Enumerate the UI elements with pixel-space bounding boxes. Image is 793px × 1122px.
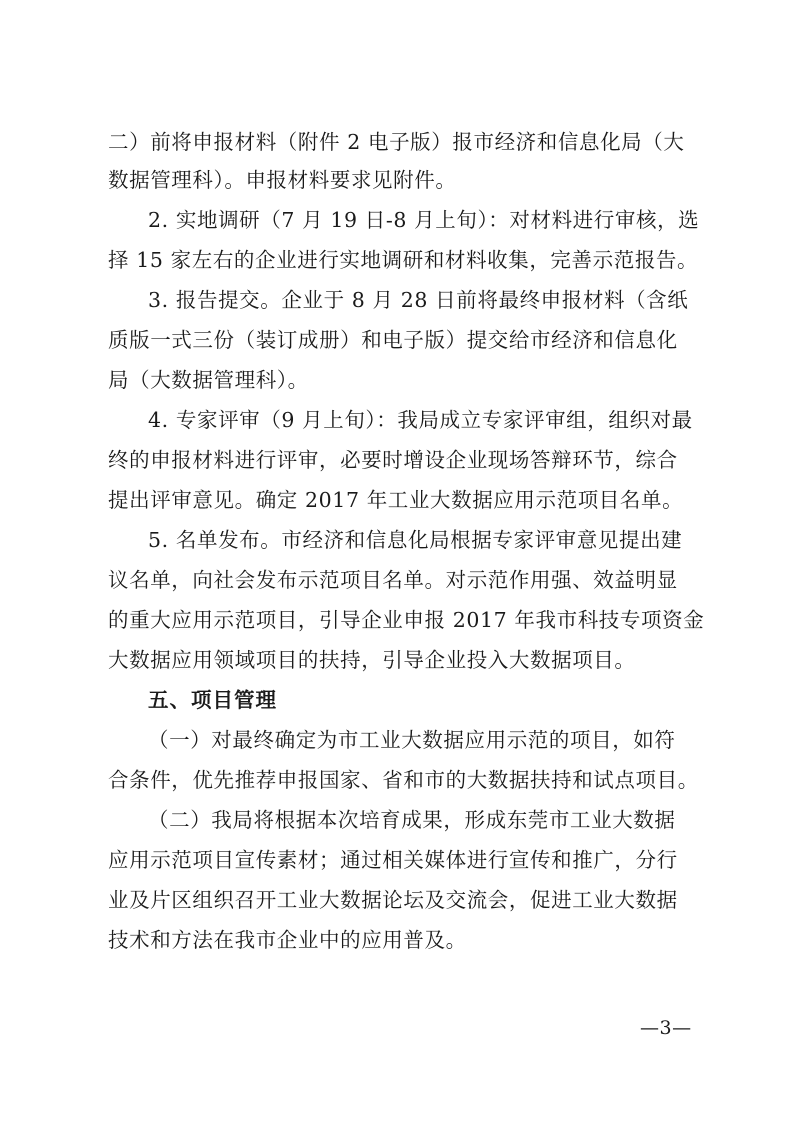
text-line: 二）前将申报材料（附件 2 电子版）报市经济和信息化局（大 <box>108 130 685 154</box>
text-line: 数据管理科）。申报材料要求见附件。 <box>108 168 457 192</box>
text-line: 5. 名单发布。市经济和信息化局根据专家评审意见提出建 <box>148 528 683 552</box>
text-line: 局（大数据管理科）。 <box>108 368 309 392</box>
text-line: 4. 专家评审（9 月上旬）：我局成立专家评审组，组织对最 <box>148 408 693 432</box>
text-line: （一）对最终确定为市工业大数据应用示范的项目，如符 <box>148 728 676 752</box>
text-line: 议名单，向社会发布示范项目名单。对示范作用强、效益明显 <box>108 568 678 592</box>
text-line: 业及片区组织召开工业大数据论坛及交流会，促进工业大数据 <box>108 888 678 912</box>
text-line: 应用示范项目宣传素材；通过相关媒体进行宣传和推广，分行 <box>108 848 678 872</box>
text-line: 技术和方法在我市企业中的应用普及。 <box>108 928 467 952</box>
text-line: （二）我局将根据本次培育成果，形成东莞市工业大数据 <box>148 808 676 832</box>
text-line: 提出评审意见。确定 2017 年工业大数据应用示范项目名单。 <box>108 488 684 512</box>
text-line: 的重大应用示范项目，引导企业申报 2017 年我市科技专项资金 <box>108 608 705 632</box>
text-line: 3. 报告提交。企业于 8 月 28 日前将最终申报材料（含纸 <box>148 288 689 312</box>
page-number: —3— <box>640 1017 692 1039</box>
text-line: 择 15 家左右的企业进行实地调研和材料收集，完善示范报告。 <box>108 248 699 272</box>
text-line: 2. 实地调研（7 月 19 日-8 月上旬）：对材料进行审核，选 <box>148 208 700 232</box>
text-line: 终的申报材料进行评审，必要时增设企业现场答辩环节，综合 <box>108 448 678 472</box>
text-line: 合条件，优先推荐申报国家、省和市的大数据扶持和试点项目。 <box>108 768 699 792</box>
text-line: 质版一式三份（装订成册）和电子版）提交给市经济和信息化 <box>108 328 678 352</box>
section-heading: 五、项目管理 <box>148 688 277 712</box>
text-line: 大数据应用领域项目的扶持，引导企业投入大数据项目。 <box>108 648 636 672</box>
